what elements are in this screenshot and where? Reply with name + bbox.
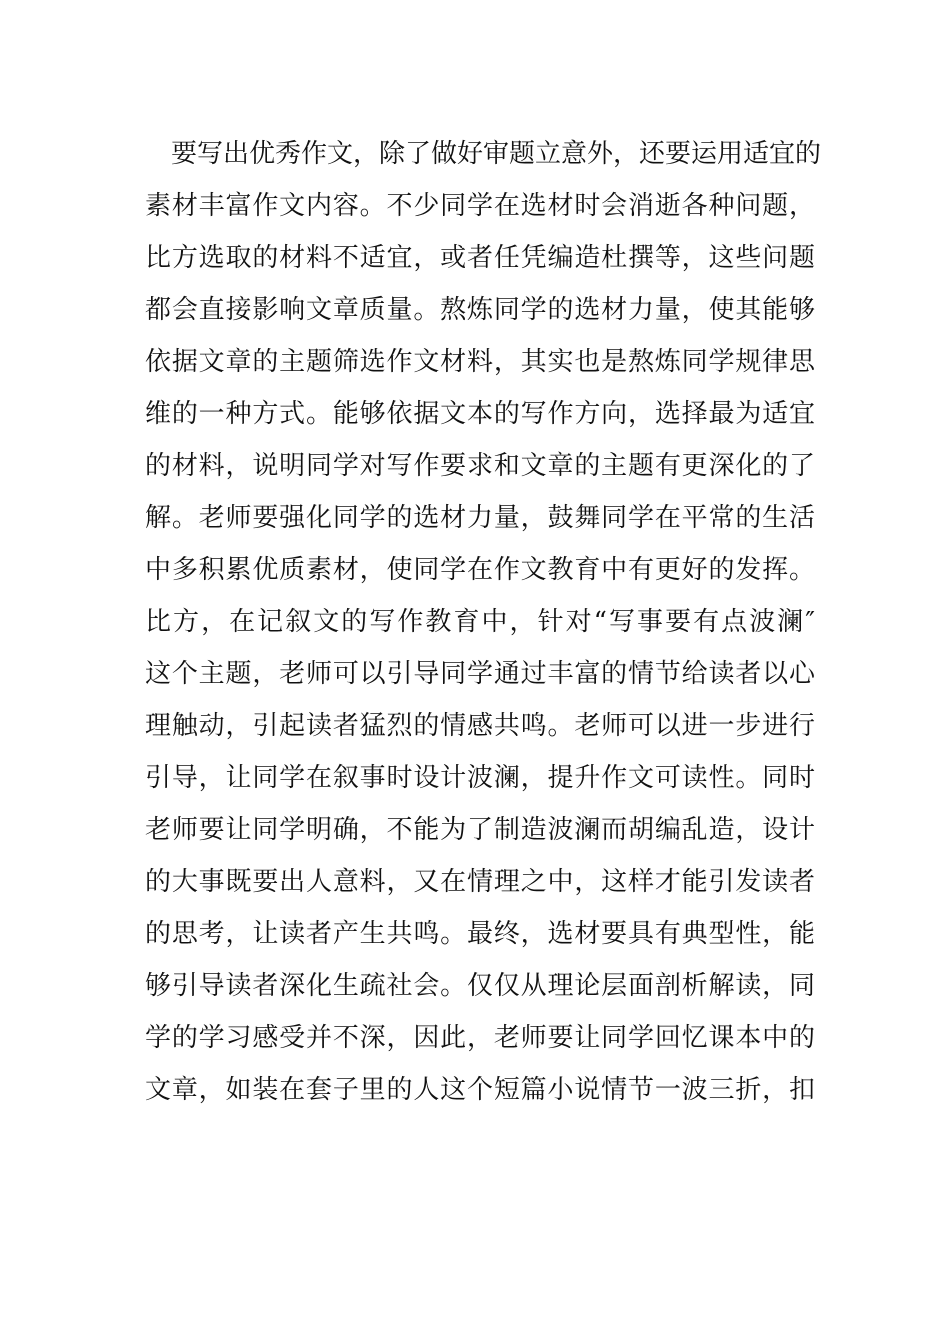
- text-line: 素材丰富作文内容。不少同学在选材时会消逝各种问题，: [145, 191, 815, 221]
- text-line: 中多积累优质素材，使同学在作文教育中有更好的发挥。: [145, 555, 815, 585]
- text-line: 比方选取的材料不适宜，或者任凭编造杜撰等，这些问题: [145, 243, 815, 273]
- text-line: 理触动，引起读者猛烈的情感共鸣。老师可以进一步进行: [145, 711, 815, 741]
- text-line: 维的一种方式。能够依据文本的写作方向，选择最为适宜: [145, 399, 815, 429]
- text-line: 都会直接影响文章质量。熬炼同学的选材力量，使其能够: [145, 295, 815, 325]
- text-line: 学的学习感受并不深，因此，老师要让同学回忆课本中的: [145, 1023, 815, 1053]
- text-line: 比方，在记叙文的写作教育中，针对“写事要有点波澜″: [145, 607, 815, 637]
- text-line: 的思考，让读者产生共鸣。最终，选材要具有典型性，能: [145, 919, 815, 949]
- text-line: 这个主题，老师可以引导同学通过丰富的情节给读者以心: [145, 659, 815, 689]
- text-line: 文章，如装在套子里的人这个短篇小说情节一波三折，扣: [145, 1075, 815, 1105]
- text-line: 的大事既要出人意料，又在情理之中，这样才能引发读者: [145, 867, 815, 897]
- body-paragraph: [145, 128, 822, 1116]
- text-line: 够引导读者深化生疏社会。仅仅从理论层面剖析解读，同: [145, 971, 815, 1001]
- text-line: 引导，让同学在叙事时设计波澜，提升作文可读性。同时: [145, 763, 815, 793]
- text-line: 的材料，说明同学对写作要求和文章的主题有更深化的了: [145, 451, 815, 481]
- text-line: 解。老师要强化同学的选材力量，鼓舞同学在平常的生活: [145, 503, 815, 533]
- text-line: 老师要让同学明确，不能为了制造波澜而胡编乱造，设计: [145, 815, 815, 845]
- text-line: 要写出优秀作文，除了做好审题立意外，还要运用适宜的: [171, 139, 822, 169]
- text-line: 依据文章的主题筛选作文材料，其实也是熬炼同学规律思: [145, 347, 815, 377]
